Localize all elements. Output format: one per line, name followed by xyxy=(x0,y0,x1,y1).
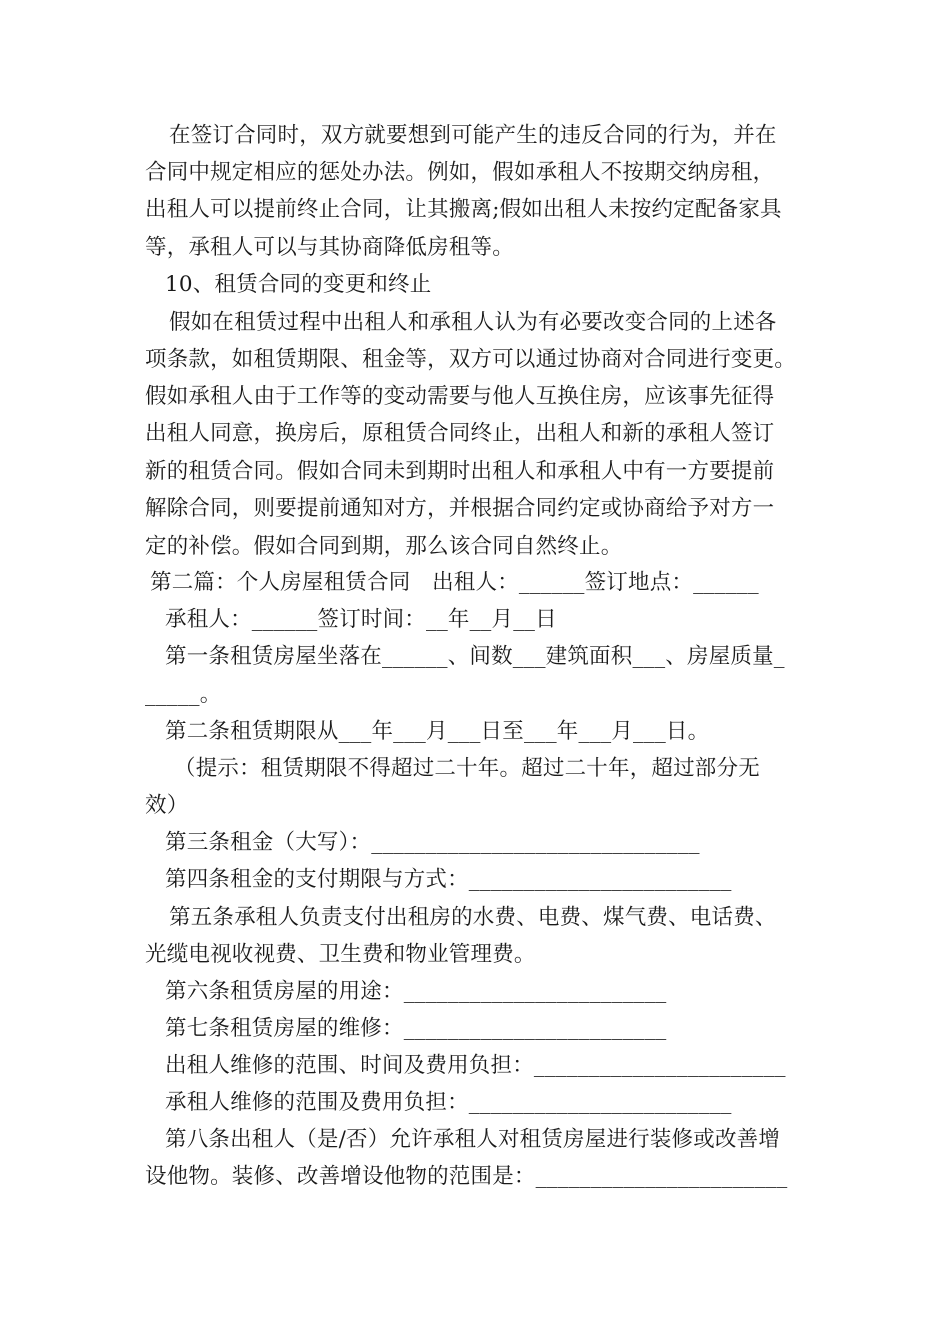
paragraph-line: 在签订合同时，双方就要想到可能产生的违反合同的行为，并在 xyxy=(169,123,777,148)
clause-line: 光缆电视收视费、卫生费和物业管理费。 xyxy=(145,942,536,967)
chapter-heading: 第二篇：个人房屋租赁合同 出租人：______签订地点：______ xyxy=(150,570,759,595)
paragraph-line: 出租人同意，换房后，原租赁合同终止，出租人和新的承租人签订 xyxy=(145,421,775,446)
clause-line: _____。 xyxy=(145,682,222,707)
clause-line: 承租人维修的范围及费用负担：________________________ xyxy=(165,1090,732,1115)
clause-line: 第七条租赁房屋的维修：________________________ xyxy=(165,1016,667,1041)
note-line: 效） xyxy=(145,793,189,818)
paragraph-line: 假如承租人由于工作等的变动需要与他人互换住房，应该事先征得 xyxy=(145,384,775,409)
paragraph-line: 新的租赁合同。假如合同未到期时出租人和承租人中有一方要提前 xyxy=(145,459,775,484)
paragraph-line: 等，承租人可以与其协商降低房租等。 xyxy=(145,235,514,260)
paragraph-line: 承租人：______签订时间：__年__月__日 xyxy=(165,607,557,632)
note-line: （提示：租赁期限不得超过二十年。超过二十年，超过部分无 xyxy=(174,756,760,781)
clause-line: 第六条租赁房屋的用途：________________________ xyxy=(165,979,667,1004)
paragraph-line: 定的补偿。假如合同到期，那么该合同自然终止。 xyxy=(145,534,623,559)
clause-line: 出租人维修的范围、时间及费用负担：_______________________ xyxy=(165,1053,786,1078)
paragraph-line: 合同中规定相应的惩处办法。例如，假如承租人不按期交纳房租， xyxy=(145,160,775,185)
clause-line: 设他物。装修、改善增设他物的范围是：_______________________ xyxy=(145,1164,788,1189)
clause-line: 第四条租金的支付期限与方式：________________________ xyxy=(165,867,732,892)
paragraph-line: 出租人可以提前终止合同，让其搬离;假如出租人未按约定配备家具 xyxy=(145,197,782,222)
clause-line: 第二条租赁期限从___年___月___日至___年___月___日。 xyxy=(165,719,710,744)
clause-line: 第一条租赁房屋坐落在______、间数___建筑面积___、房屋质量_ xyxy=(165,644,785,669)
paragraph-line: 假如在租赁过程中出租人和承租人认为有必要改变合同的上述各 xyxy=(169,310,777,335)
clause-line: 第五条承租人负责支付出租房的水费、电费、煤气费、电话费、 xyxy=(169,905,777,930)
clause-line: 第八条出租人（是/否）允许承租人对租赁房屋进行装修或改善增 xyxy=(165,1127,781,1152)
section-heading: 10、租赁合同的变更和终止 xyxy=(165,272,432,297)
paragraph-line: 项条款，如租赁期限、租金等，双方可以通过协商对合同进行变更。 xyxy=(145,347,797,372)
clause-line: 第三条租金（大写）：______________________________ xyxy=(165,830,700,855)
paragraph-line: 解除合同，则要提前通知对方，并根据合同约定或协商给予对方一 xyxy=(145,496,775,521)
